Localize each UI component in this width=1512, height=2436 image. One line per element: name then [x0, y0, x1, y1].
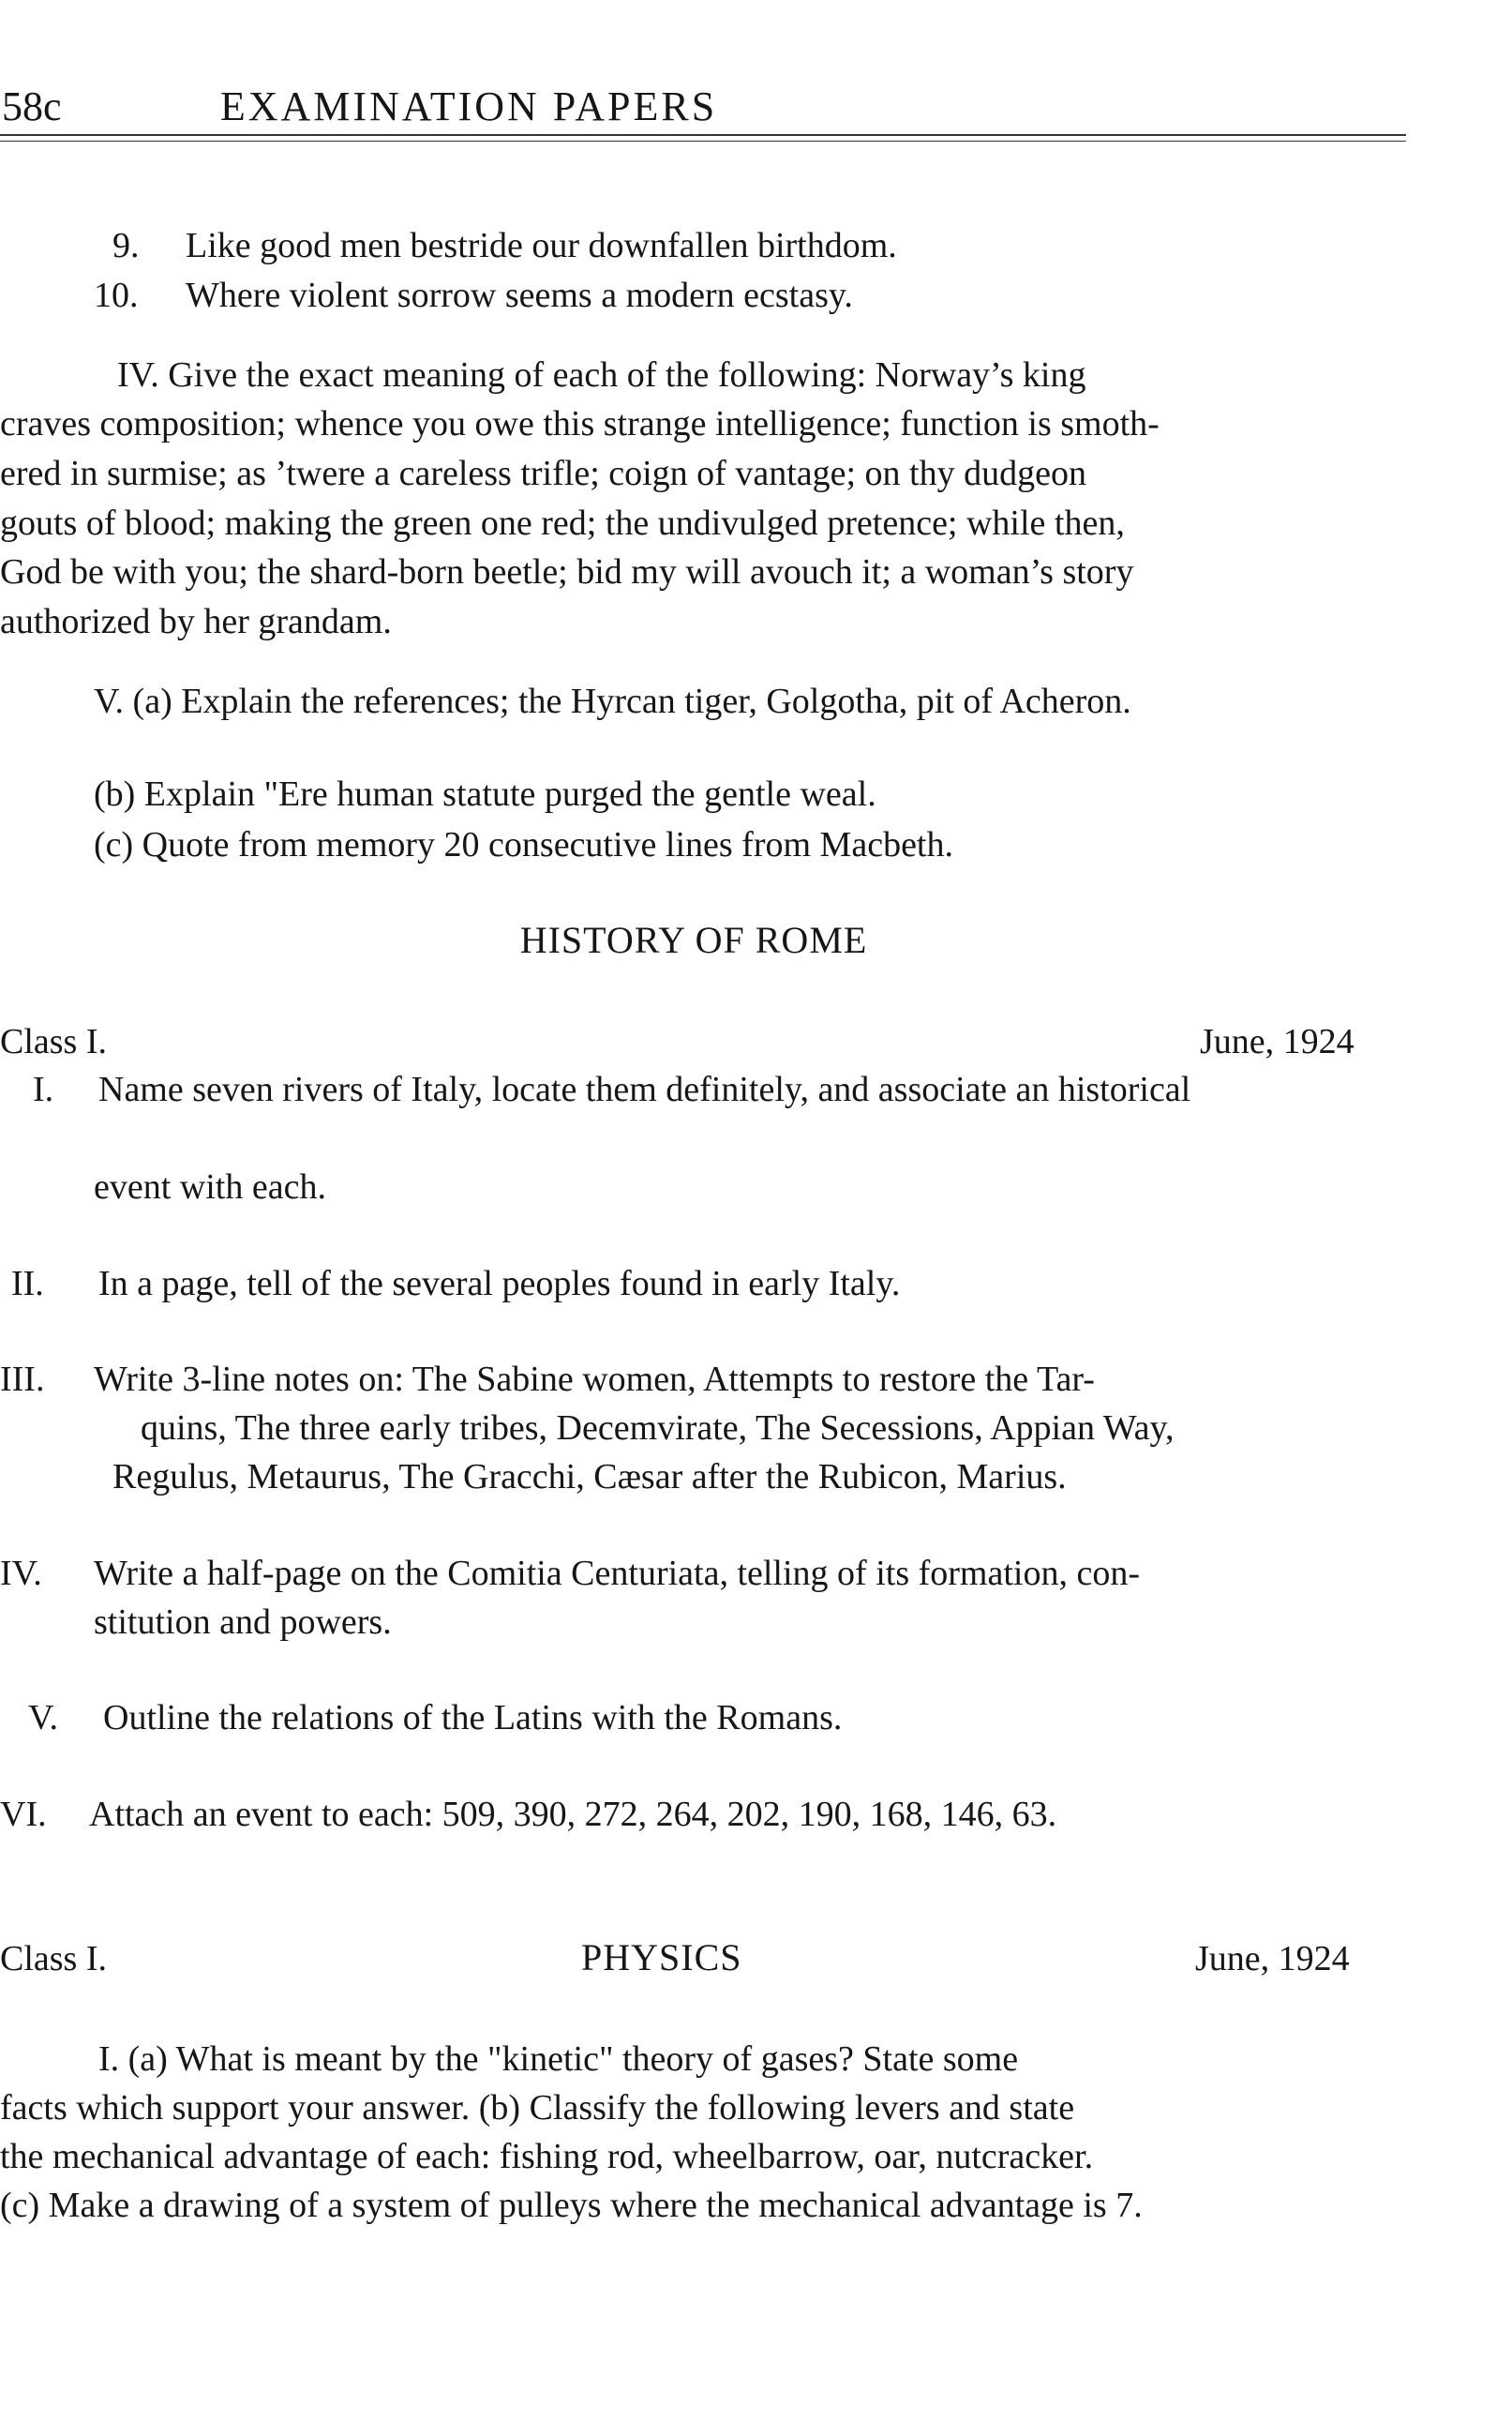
- question-line: Attach an event to each: 509, 390, 272, 264, 202, 190, 168, 146, 63.: [89, 1795, 1057, 1834]
- question-line: quins, The three early tribes, Decemvirate, The Secessions, Appian Way,: [141, 1408, 1175, 1448]
- paragraph-line: I. (a) What is meant by the "kinetic" theory of gases? State some: [98, 2039, 1019, 2079]
- exam-date: June, 1924: [1195, 1939, 1350, 1978]
- paragraph-line: God be with you; the shard-born beetle; bid my will avouch it; a woman’s story: [0, 552, 1134, 592]
- paragraph-line: (c) Make a drawing of a system of pulleys where the mechanical advantage is 7.: [0, 2186, 1143, 2225]
- paragraph-line: gouts of blood; making the green one red; the undivulged pretence; while then,: [0, 504, 1125, 543]
- question-number: V.: [28, 1698, 59, 1737]
- question-number: III.: [0, 1360, 45, 1399]
- item-number: 9.: [112, 226, 140, 265]
- list-item: [94, 278, 853, 313]
- item-number: 10.: [94, 276, 139, 315]
- question-line: Name seven rivers of Italy, locate them definitely, and associate an historical: [98, 1070, 1191, 1109]
- question-line: (b) Explain "Ere human statute purged the gentle weal.: [94, 774, 876, 814]
- question-line: In a page, tell of the several peoples found in early Italy.: [98, 1264, 901, 1303]
- class-label: Class I.: [0, 1022, 107, 1061]
- question-number: I.: [33, 1070, 54, 1109]
- page-number: 58c: [2, 83, 62, 129]
- paragraph-line: authorized by her grandam.: [0, 602, 392, 641]
- class-label: Class I.: [0, 1939, 107, 1978]
- question-line: Outline the relations of the Latins with the Romans.: [103, 1698, 843, 1737]
- paragraph-line: ered in surmise; as ’twere a careless trifle; coign of vantage; on thy dudgeon: [0, 454, 1086, 493]
- paragraph-line: IV. Give the exact meaning of each of the following: Norway’s king: [117, 355, 1086, 395]
- question-number: II.: [11, 1264, 44, 1303]
- list-item: [112, 228, 897, 263]
- header-rule: [0, 134, 1406, 136]
- paragraph-line: craves composition; whence you owe this strange intelligence; function is smoth-: [0, 404, 1160, 444]
- section-title: HISTORY OF ROME: [519, 919, 868, 961]
- question-line: V. (a) Explain the references; the Hyrcan tiger, Golgotha, pit of Acheron.: [94, 682, 1131, 721]
- question-line: (c) Quote from memory 20 consecutive lines from Macbeth.: [94, 825, 953, 865]
- running-title: EXAMINATION PAPERS: [219, 83, 718, 129]
- paragraph-line: facts which support your answer. (b) Classify the following levers and state: [0, 2088, 1075, 2128]
- question-line: Write a half-page on the Comitia Centuriata, telling of its formation, con-: [94, 1554, 1140, 1593]
- paragraph-line: the mechanical advantage of each: fishing rod, wheelbarrow, oar, nutcracker.: [0, 2137, 1094, 2176]
- section-title: PHYSICS: [581, 1936, 742, 1978]
- item-text: Like good men bestride our downfallen birthdom.: [186, 226, 897, 265]
- question-line: Regulus, Metaurus, The Gracchi, Cæsar after the Rubicon, Marius.: [112, 1457, 1067, 1496]
- question-number: IV.: [0, 1554, 42, 1593]
- question-line: stitution and powers.: [94, 1602, 392, 1642]
- item-text: Where violent sorrow seems a modern ecstasy.: [186, 276, 853, 315]
- header-rule-secondary: [0, 141, 1406, 142]
- question-line: Write 3-line notes on: The Sabine women, Attempts to restore the Tar-: [94, 1360, 1095, 1399]
- exam-date: June, 1924: [1200, 1022, 1355, 1061]
- question-line: event with each.: [94, 1167, 326, 1207]
- question-number: VI.: [0, 1795, 47, 1834]
